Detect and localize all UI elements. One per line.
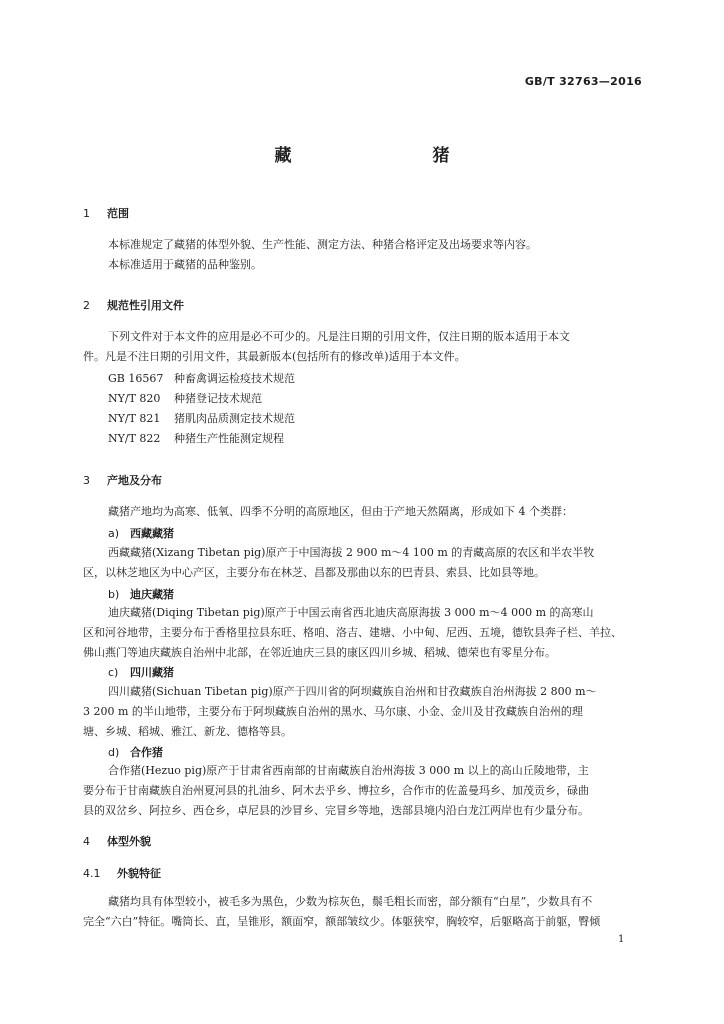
document-title: 藏 猪 [274, 146, 512, 166]
reference-item [108, 430, 284, 447]
section-2-heading [83, 297, 184, 313]
paragraph: 3 200 m 的半山地带，主要分布于阿坝藏族自治州的黑水、马尔康、小金、金川及甘孜藏族自治州的理 [83, 705, 583, 718]
section-3-heading [83, 472, 162, 488]
reference-code: GB 16567 [108, 372, 164, 385]
section-number: 1 [83, 207, 90, 220]
group-name: 合作猪 [130, 746, 163, 759]
reference-item [108, 370, 295, 387]
paragraph: 塘、乡城、稻城、雅江、新龙、德格等县。 [83, 725, 292, 738]
list-marker: a) [108, 527, 120, 540]
paragraph: 完全“六白”特征。嘴筒长、直，呈锥形，额面窄，额部皱纹少。体躯狭窄，胸较窄，后躯略高于前躯，臀倾 [83, 915, 601, 928]
section-title: 范围 [107, 207, 129, 220]
list-marker: b) [108, 588, 120, 601]
section-1-heading [83, 205, 129, 221]
group-name: 西藏藏猪 [130, 527, 174, 540]
section-title: 体型外貌 [107, 835, 151, 848]
paragraph: 合作猪(Hezuo pig)原产于甘肃省西南部的甘南藏族自治州海拔 3 000 m 以上的高山丘陵地带，主 [108, 764, 589, 777]
section-title: 规范性引用文件 [107, 299, 184, 312]
page-number: 1 [618, 934, 625, 945]
subsection-number: 4.1 [83, 867, 101, 880]
section-number: 4 [83, 835, 90, 848]
reference-code: NY/T 821 [108, 412, 161, 425]
group-heading [108, 525, 174, 541]
group-heading [108, 744, 163, 760]
section-number: 3 [83, 474, 90, 487]
paragraph: 件。凡是不注日期的引用文件，其最新版本(包括所有的修改单)适用于本文件。 [83, 350, 466, 363]
section-title: 产地及分布 [107, 474, 162, 487]
reference-name: 种畜禽调运检疫技术规范 [174, 372, 295, 385]
reference-name: 猪肌肉品质测定技术规范 [174, 412, 295, 425]
group-name: 四川藏猪 [130, 666, 174, 679]
paragraph: 藏猪均具有体型较小，被毛多为黑色，少数为棕灰色，鬃毛粗长而密，部分额有“白星”，少数具有不 [108, 895, 593, 908]
reference-item [108, 410, 295, 427]
paragraph: 本标准规定了藏猪的体型外貌、生产性能、测定方法、种猪合格评定及出场要求等内容。 [108, 238, 537, 251]
paragraph: 迪庆藏猪(Diqing Tibetan pig)原产于中国云南省西北迪庆高原海拔 3 000 m～4 000 m 的高寒山 [108, 606, 594, 619]
section-4-heading [83, 833, 151, 849]
paragraph: 西藏藏猪(Xizang Tibetan pig)原产于中国海拔 2 900 m～4 100 m 的青藏高原的农区和半农半牧 [108, 546, 595, 559]
section-number: 2 [83, 299, 90, 312]
paragraph: 区和河谷地带，主要分布于香格里拉县东旺、格咱、洛吉、建塘、小中甸、尼西、五境，德钦县奔子栏、羊拉、 [83, 626, 622, 639]
paragraph: 下列文件对于本文件的应用是必不可少的。凡是注日期的引用文件，仅注日期的版本适用于本文 [108, 330, 570, 343]
standard-code: GB/T 32763—2016 [524, 75, 642, 88]
paragraph: 四川藏猪(Sichuan Tibetan pig)原产于四川省的阿坝藏族自治州和甘孜藏族自治州海拔 2 800 m～ [108, 685, 597, 698]
paragraph: 县的双岔乡、阿拉乡、西仓乡，卓尼县的沙冒乡、完冒乡等地，迭部县境内沿白龙江两岸也有少量分布。 [83, 804, 589, 817]
subsection-4-1-heading [83, 865, 161, 881]
reference-name: 种猪登记技术规范 [174, 392, 262, 405]
paragraph: 佛山燕门等迪庆藏族自治州中北部，在邻近迪庆三县的康区四川乡城、稻城、德荣也有零星分布。 [83, 646, 556, 659]
list-marker: d) [108, 746, 120, 759]
list-marker: c) [108, 666, 119, 679]
paragraph: 要分布于甘南藏族自治州夏河县的扎油乡、阿木去乎乡、博拉乡，合作市的佐盖曼玛乡、加茂贡乡，碌曲 [83, 784, 589, 797]
subsection-title: 外貌特征 [117, 867, 161, 880]
group-heading [108, 664, 174, 680]
reference-code: NY/T 820 [108, 392, 161, 405]
reference-item [108, 390, 262, 407]
paragraph: 本标准适用于藏猪的品种鉴别。 [108, 258, 262, 271]
paragraph: 区，以林芝地区为中心产区，主要分布在林芝、昌都及那曲以东的巴青县、索县、比如县等地。 [83, 566, 545, 579]
reference-name: 种猪生产性能测定规程 [174, 432, 284, 445]
paragraph: 藏猪产地均为高寒、低氧、四季不分明的高原地区，但由于产地天然隔离，形成如下 4 个类群： [108, 505, 573, 518]
group-heading [108, 586, 174, 602]
group-name: 迪庆藏猪 [130, 588, 174, 601]
reference-code: NY/T 822 [108, 432, 161, 445]
